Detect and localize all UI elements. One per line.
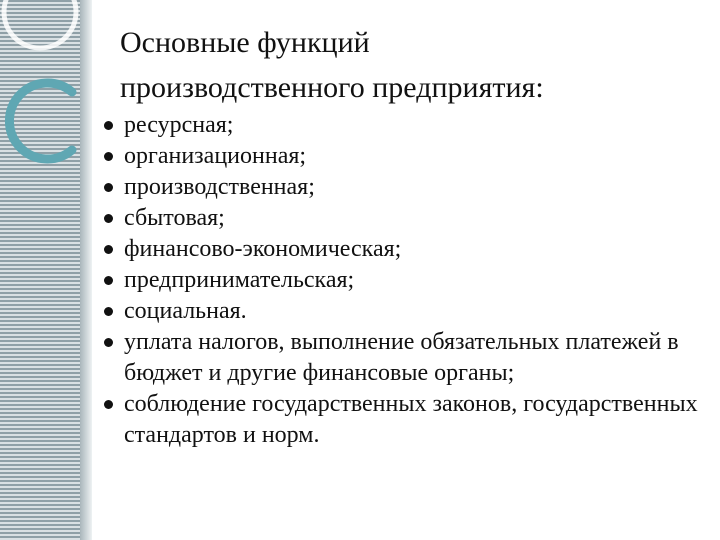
list-item-text: финансово-экономическая;: [124, 236, 402, 262]
bullet-icon: [104, 245, 113, 254]
list-item: [100, 110, 710, 141]
list-item-text: уплата налогов, выполнение обязательных платежей в бюджет и другие финансовые органы;: [124, 329, 679, 386]
list-item-text: соблюдение государственных законов, государственных стандартов и норм.: [124, 391, 698, 448]
list-item-text: организационная;: [124, 143, 307, 169]
list-item: [100, 172, 710, 203]
bullet-icon: [104, 214, 113, 223]
bullet-icon: [104, 276, 113, 285]
bullet-icon: [104, 307, 113, 316]
title-line-1: Основные функций: [120, 26, 370, 59]
bullet-icon: [104, 338, 113, 347]
bullet-icon: [104, 183, 113, 192]
page-title: [120, 20, 680, 110]
title-line-2: производственного предприятия:: [120, 71, 544, 104]
functions-list: [100, 110, 710, 451]
list-item: [100, 234, 710, 265]
bullet-icon: [104, 121, 113, 130]
list-item-text: производственная;: [124, 174, 315, 200]
list-item: [100, 265, 710, 296]
list-item-text: предпринимательская;: [124, 267, 355, 293]
list-item: [100, 389, 710, 451]
list-item: [100, 141, 710, 172]
list-item: [100, 203, 710, 234]
list-item: [100, 296, 710, 327]
list-item-text: социальная.: [124, 298, 247, 324]
list-item-text: ресурсная;: [124, 112, 234, 138]
bullet-icon: [104, 152, 113, 161]
teal-ring-decoration: [9, 83, 72, 159]
list-item-text: сбытовая;: [124, 205, 225, 231]
bullet-icon: [104, 400, 113, 409]
white-ring-decoration: [4, 0, 76, 48]
list-item: [100, 327, 710, 389]
